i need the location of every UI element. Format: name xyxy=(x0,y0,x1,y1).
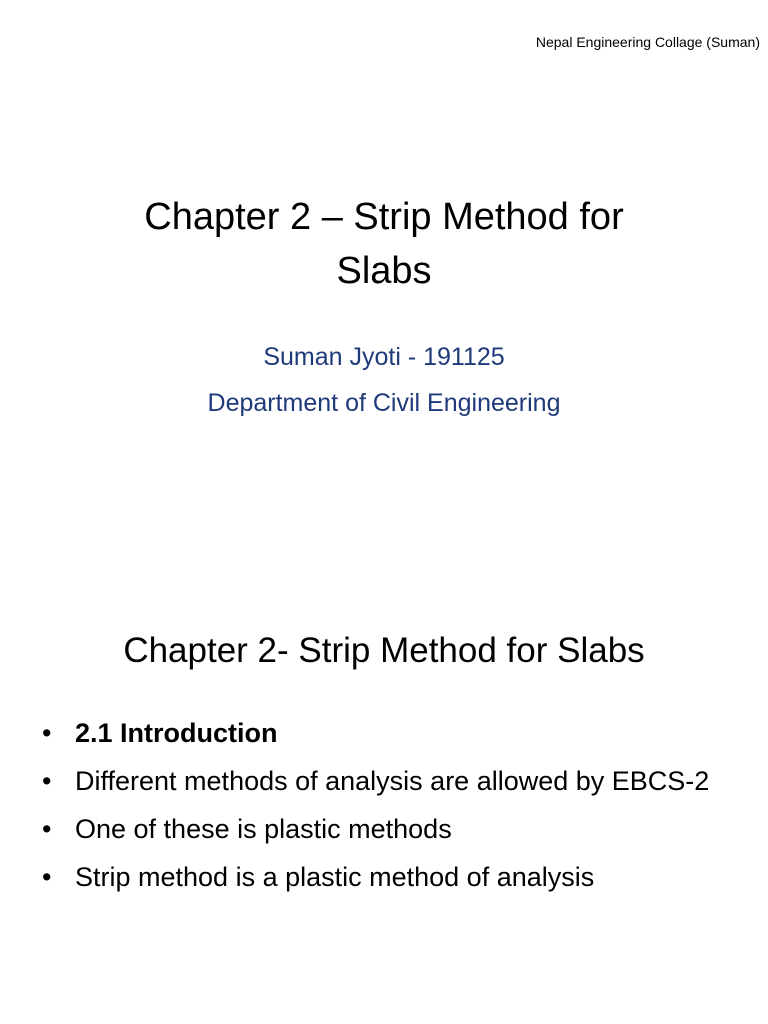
bullet-item xyxy=(40,764,740,798)
bullet-dot-icon: • xyxy=(42,814,52,844)
slide1-subtitle xyxy=(60,334,708,426)
department-line: Department of Civil Engineering xyxy=(207,389,561,417)
author-line: Suman Jyoti - 191125 xyxy=(263,343,505,371)
slide1-title xyxy=(60,190,708,298)
bullet-text: Strip method is a plastic method of analysis xyxy=(75,862,595,892)
slide1-title-line2: Slabs xyxy=(336,250,432,292)
bullet-item xyxy=(40,716,740,750)
slide2-title: Chapter 2- Strip Method for Slabs xyxy=(123,631,645,670)
bullet-text: One of these is plastic methods xyxy=(75,814,452,844)
bullet-text: Different methods of analysis are allowed by EBCS-2 xyxy=(75,766,710,796)
bullet-item xyxy=(40,860,740,894)
header-note: Nepal Engineering Collage (Suman) xyxy=(535,34,760,50)
bullet-list xyxy=(40,716,740,908)
bullet-dot-icon: • xyxy=(42,862,52,892)
slide1-title-line1: Chapter 2 – Strip Method for xyxy=(144,196,624,238)
bullet-dot-icon: • xyxy=(42,766,52,796)
bullet-text: 2.1 Introduction xyxy=(75,718,278,748)
bullet-dot-icon: • xyxy=(42,718,52,748)
bullet-item xyxy=(40,812,740,846)
